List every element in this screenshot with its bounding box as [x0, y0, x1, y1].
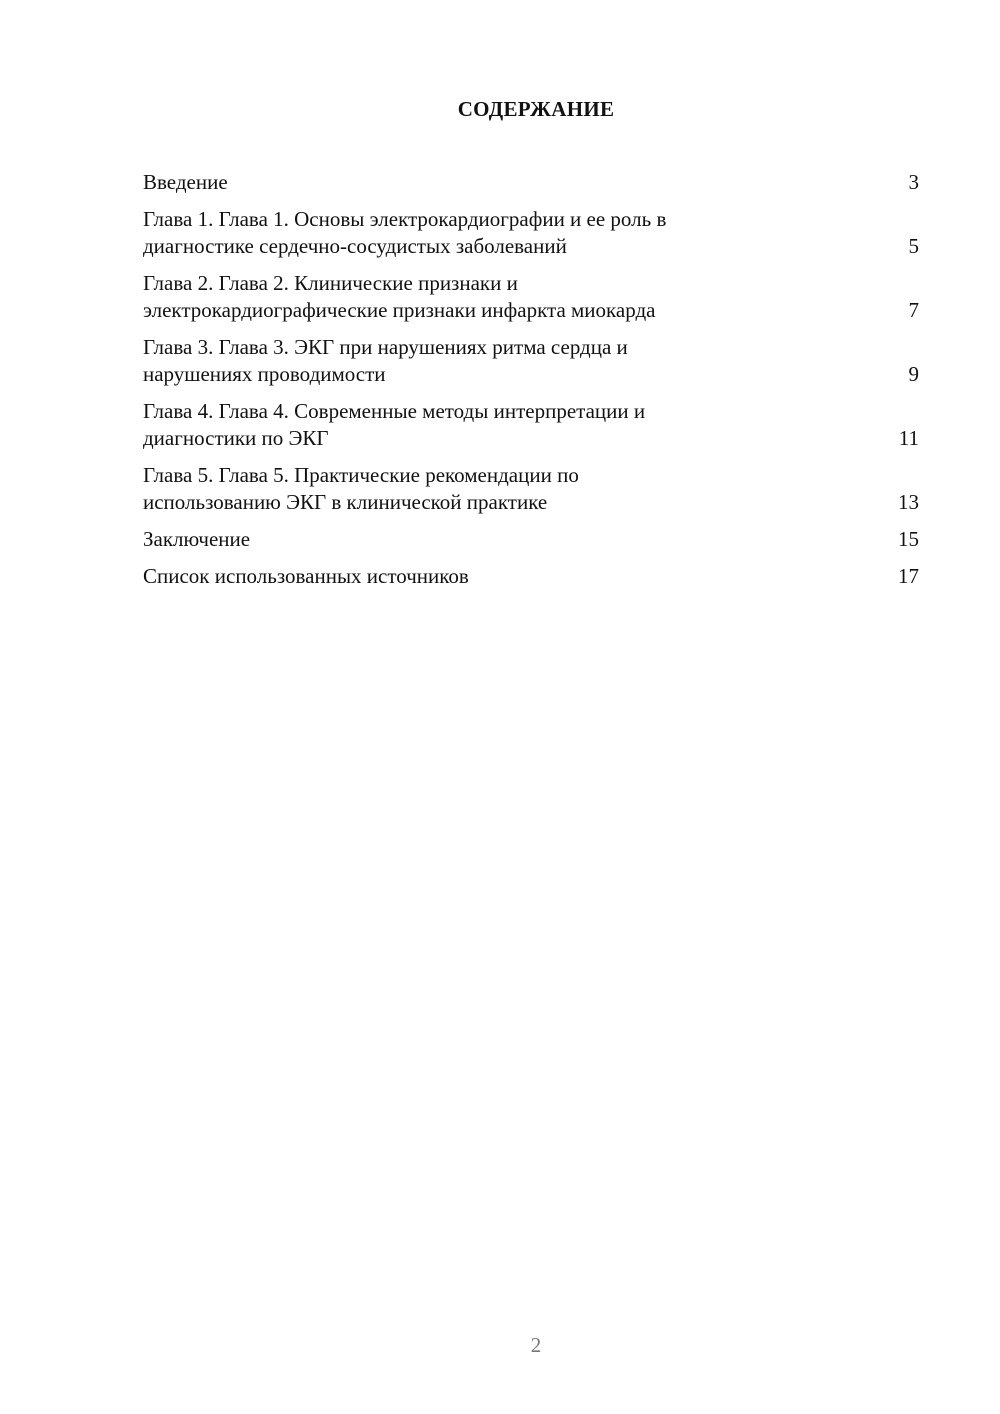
page-title: СОДЕРЖАНИЕ [457, 97, 615, 121]
toc-entry-line: Список использованных источников [143, 564, 469, 588]
toc-entry-text [143, 526, 803, 553]
toc-entry-page: 5 [908, 234, 919, 258]
toc-entry-text [143, 270, 803, 324]
toc-entry-chapter-2 [143, 270, 919, 324]
toc-entry-line: Глава 3. Глава 3. ЭКГ при нарушениях ритма сердца и [143, 335, 628, 359]
toc-entry-line: Глава 5. Глава 5. Практические рекомендации по [143, 463, 579, 487]
toc-entry-text [143, 462, 803, 516]
toc-entry-chapter-3 [143, 334, 919, 388]
toc-entry-chapter-4 [143, 398, 919, 452]
toc-entry-text [143, 334, 803, 388]
toc-entry-line: Глава 2. Глава 2. Клинические признаки и [143, 271, 518, 295]
toc-entry-conclusion [143, 526, 919, 553]
toc-entry-line: электрокардиографические признаки инфаркта миокарда [143, 298, 656, 322]
toc-entry-line: Глава 1. Глава 1. Основы электрокардиографии и ее роль в [143, 207, 667, 231]
toc-entry-page: 13 [898, 490, 919, 514]
toc-entry-references [143, 563, 919, 590]
toc-entry-line: Глава 4. Глава 4. Современные методы интерпретации и [143, 399, 646, 423]
toc-entry-line: использованию ЭКГ в клинической практике [143, 490, 548, 514]
toc-entry-text [143, 563, 803, 590]
toc-entry-page: 15 [898, 527, 919, 551]
toc-entry-text [143, 206, 803, 260]
toc-entry-line: Заключение [143, 527, 251, 551]
toc-entry-introduction [143, 169, 919, 196]
toc-entry-page: 3 [908, 170, 919, 194]
toc-entry-chapter-1 [143, 206, 919, 260]
toc-entry-line: нарушениях проводимости [143, 362, 386, 386]
toc-entry-page: 9 [908, 362, 919, 386]
toc-entry-page: 17 [898, 564, 919, 588]
toc-entry-text [143, 398, 803, 452]
toc-entry-line: диагностики по ЭКГ [143, 426, 329, 450]
toc-entry-text [143, 169, 803, 196]
toc-entry-page: 11 [898, 426, 919, 450]
toc-entry-line: диагностике сердечно-сосудистых заболеваний [143, 234, 567, 258]
toc-entry-chapter-5 [143, 462, 919, 516]
table-of-contents [143, 169, 919, 600]
toc-entry-page: 7 [908, 298, 919, 322]
toc-entry-line: Введение [143, 170, 228, 194]
page-number: 2 [530, 1333, 542, 1357]
